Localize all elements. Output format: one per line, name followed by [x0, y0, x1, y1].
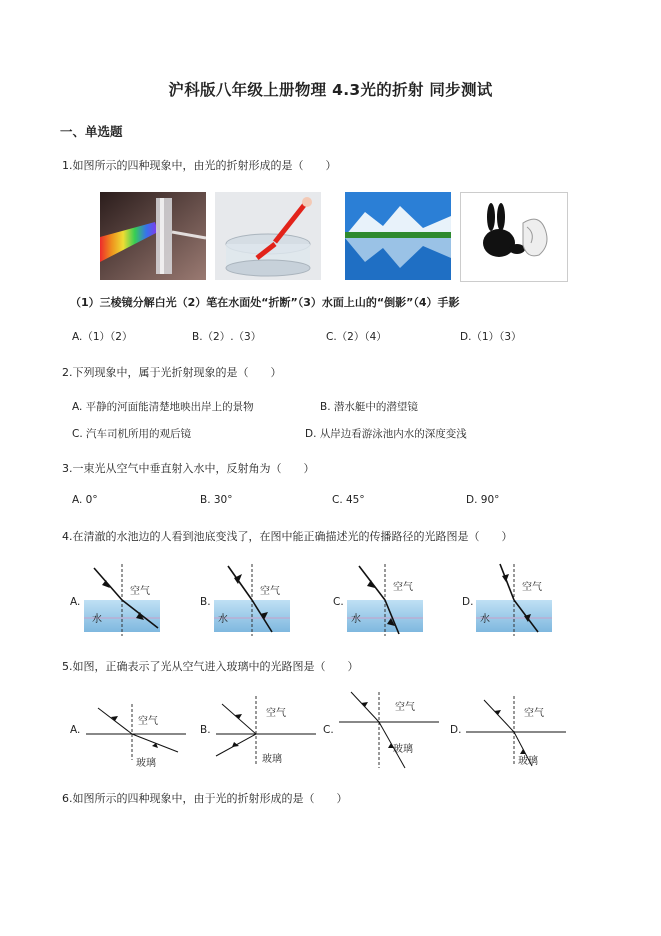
image-caption: （1）三棱镜分解白光（2）笔在水面处“折断”（3）水面上山的“倒影”（4）手影 — [70, 296, 460, 309]
page-title: 沪科版八年级上册物理 4.3光的折射 同步测试 — [168, 81, 493, 99]
option-b[interactable]: B. 30° — [200, 494, 233, 506]
hand-shadow-photo — [460, 192, 568, 282]
question-2-stem: 2.下列现象中，属于光折射现象的是（ ） — [62, 366, 282, 379]
option-c[interactable]: C. 汽车司机所用的观后镜 — [72, 428, 192, 440]
question-4-stem: 4.在清澈的水池边的人看到池底变浅了，在图中能正确描述光的传播路径的光路图是（ ） — [62, 530, 513, 543]
diagram-5d[interactable] — [450, 690, 568, 770]
glass-label: 玻璃 — [262, 754, 282, 765]
pencil-in-water-photo — [215, 192, 321, 280]
diagram-5c[interactable] — [323, 690, 441, 770]
air-label: 空气 — [393, 582, 413, 593]
prism-photo — [100, 192, 206, 280]
diagram-5b[interactable] — [200, 690, 318, 770]
air-label: 空气 — [130, 586, 150, 597]
question-1-stem: 1.如图所示的四种现象中，由光的折射形成的是（ ） — [62, 159, 337, 172]
diagram-4b[interactable] — [200, 560, 300, 640]
air-label: 空气 — [395, 702, 415, 713]
air-label: 空气 — [138, 716, 158, 727]
option-b[interactable]: B. 潜水艇中的潜望镜 — [320, 401, 418, 413]
diagram-4a[interactable] — [70, 560, 170, 640]
diagram-letter: A. — [70, 724, 81, 736]
diagram-5a[interactable] — [70, 690, 188, 770]
diagram-letter: C. — [333, 596, 344, 608]
option-a[interactable]: A. 0° — [72, 494, 98, 506]
mountain-reflection-photo — [345, 192, 451, 280]
option-c[interactable]: C. 45° — [332, 494, 365, 506]
glass-label: 玻璃 — [393, 744, 413, 755]
diagram-4c[interactable] — [333, 560, 433, 640]
option-d[interactable]: D.（1）（3） — [460, 331, 522, 343]
air-label: 空气 — [266, 708, 286, 719]
water-label: 水 — [92, 614, 102, 625]
option-a[interactable]: A. 平静的河面能清楚地映出岸上的景物 — [72, 401, 254, 413]
diagram-4d[interactable] — [462, 560, 562, 640]
diagram-letter: C. — [323, 724, 334, 736]
water-label: 水 — [218, 614, 228, 625]
diagram-letter: D. — [462, 596, 474, 608]
diagram-letter: D. — [450, 724, 462, 736]
water-label: 水 — [480, 614, 490, 625]
air-label: 空气 — [260, 586, 280, 597]
option-b[interactable]: B.（2）.（3） — [192, 331, 262, 343]
diagram-letter: B. — [200, 596, 211, 608]
air-label: 空气 — [524, 708, 544, 719]
air-label: 空气 — [522, 582, 542, 593]
question-3-stem: 3.一束光从空气中垂直射入水中，反射角为（ ） — [62, 462, 315, 475]
glass-label: 玻璃 — [518, 756, 538, 767]
diagram-letter: B. — [200, 724, 211, 736]
glass-label: 玻璃 — [136, 758, 156, 769]
section-heading: 一、单选题 — [60, 124, 123, 139]
question-6-stem: 6.如图所示的四种现象中，由于光的折射形成的是（ ） — [62, 792, 348, 805]
option-c[interactable]: C.（2）（4） — [326, 331, 387, 343]
option-d[interactable]: D. 从岸边看游泳池内水的深度变浅 — [305, 428, 467, 440]
question-5-stem: 5.如图，正确表示了光从空气进入玻璃中的光路图是（ ） — [62, 660, 359, 673]
option-d[interactable]: D. 90° — [466, 494, 500, 506]
water-label: 水 — [351, 614, 361, 625]
diagram-letter: A. — [70, 596, 81, 608]
option-a[interactable]: A.（1）（2） — [72, 331, 133, 343]
